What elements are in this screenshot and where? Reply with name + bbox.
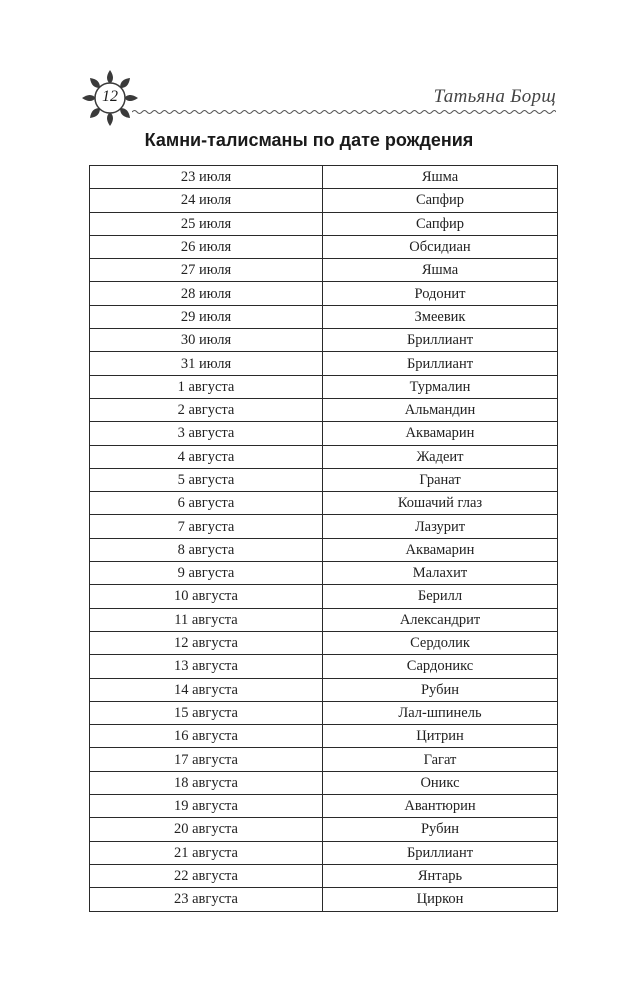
date-cell: 31 июля <box>90 352 323 375</box>
date-cell: 10 августа <box>90 585 323 608</box>
table-row <box>90 422 558 445</box>
table-row <box>90 305 558 328</box>
date-cell: 2 августа <box>90 398 323 421</box>
stone-cell: Бриллиант <box>323 329 558 352</box>
date-cell: 14 августа <box>90 678 323 701</box>
stone-cell: Оникс <box>323 771 558 794</box>
date-cell: 13 августа <box>90 655 323 678</box>
date-cell: 4 августа <box>90 445 323 468</box>
stone-cell: Змеевик <box>323 305 558 328</box>
table-row <box>90 492 558 515</box>
table-row <box>90 445 558 468</box>
date-cell: 21 августа <box>90 841 323 864</box>
table-row <box>90 189 558 212</box>
stone-cell: Бриллиант <box>323 841 558 864</box>
stone-cell: Циркон <box>323 888 558 911</box>
date-cell: 15 августа <box>90 701 323 724</box>
date-cell: 6 августа <box>90 492 323 515</box>
table-row <box>90 631 558 654</box>
date-cell: 30 июля <box>90 329 323 352</box>
date-cell: 27 июля <box>90 259 323 282</box>
table-row <box>90 468 558 491</box>
stone-cell: Яшма <box>323 166 558 189</box>
table-row <box>90 259 558 282</box>
stone-cell: Кошачий глаз <box>323 492 558 515</box>
page-number: 12 <box>102 88 118 105</box>
table-row <box>90 725 558 748</box>
running-head-author: Татьяна Борщ <box>433 86 556 107</box>
stone-cell: Гагат <box>323 748 558 771</box>
date-cell: 26 июля <box>90 235 323 258</box>
date-cell: 9 августа <box>90 562 323 585</box>
date-cell: 23 июля <box>90 166 323 189</box>
table-row <box>90 538 558 561</box>
table-row <box>90 678 558 701</box>
stone-cell: Лал-шпинель <box>323 701 558 724</box>
date-cell: 17 августа <box>90 748 323 771</box>
table-title: Камни-талисманы по дате рождения <box>144 130 474 150</box>
stone-cell: Турмалин <box>323 375 558 398</box>
table-row <box>90 608 558 631</box>
table-row <box>90 562 558 585</box>
date-cell: 19 августа <box>90 795 323 818</box>
date-cell: 1 августа <box>90 375 323 398</box>
stone-cell: Родонит <box>323 282 558 305</box>
table-row <box>90 398 558 421</box>
table-row <box>90 701 558 724</box>
stone-cell: Аквамарин <box>323 538 558 561</box>
table-row <box>90 375 558 398</box>
date-cell: 22 августа <box>90 864 323 887</box>
date-cell: 8 августа <box>90 538 323 561</box>
stone-cell: Рубин <box>323 818 558 841</box>
table-row <box>90 771 558 794</box>
stone-cell: Сердолик <box>323 631 558 654</box>
table-row <box>90 515 558 538</box>
stone-cell: Рубин <box>323 678 558 701</box>
stone-cell: Цитрин <box>323 725 558 748</box>
date-cell: 18 августа <box>90 771 323 794</box>
stone-cell: Янтарь <box>323 864 558 887</box>
stone-cell: Яшма <box>323 259 558 282</box>
date-cell: 16 августа <box>90 725 323 748</box>
table-row <box>90 585 558 608</box>
stone-cell: Авантюрин <box>323 795 558 818</box>
table-row <box>90 655 558 678</box>
date-cell: 12 августа <box>90 631 323 654</box>
date-cell: 29 июля <box>90 305 323 328</box>
birthstone-table <box>89 165 558 912</box>
date-cell: 5 августа <box>90 468 323 491</box>
stone-cell: Бриллиант <box>323 352 558 375</box>
wavy-header-rule <box>132 108 556 116</box>
stone-cell: Аквамарин <box>323 422 558 445</box>
stone-cell: Альмандин <box>323 398 558 421</box>
table-row <box>90 841 558 864</box>
table-row <box>90 818 558 841</box>
table-row <box>90 282 558 305</box>
stone-cell: Лазурит <box>323 515 558 538</box>
table-row <box>90 352 558 375</box>
table-row <box>90 235 558 258</box>
stone-cell: Малахит <box>323 562 558 585</box>
table-row <box>90 795 558 818</box>
stone-cell: Сардоникс <box>323 655 558 678</box>
date-cell: 11 августа <box>90 608 323 631</box>
table-body <box>90 166 558 912</box>
date-cell: 25 июля <box>90 212 323 235</box>
table-row <box>90 864 558 887</box>
stone-cell: Обсидиан <box>323 235 558 258</box>
stone-cell: Сапфир <box>323 212 558 235</box>
stone-cell: Берилл <box>323 585 558 608</box>
table-row <box>90 166 558 189</box>
date-cell: 28 июля <box>90 282 323 305</box>
table-row <box>90 212 558 235</box>
stone-cell: Сапфир <box>323 189 558 212</box>
date-cell: 20 августа <box>90 818 323 841</box>
date-cell: 3 августа <box>90 422 323 445</box>
date-cell: 24 июля <box>90 189 323 212</box>
date-cell: 23 августа <box>90 888 323 911</box>
table-row <box>90 748 558 771</box>
table-row <box>90 888 558 911</box>
stone-cell: Александрит <box>323 608 558 631</box>
table-row <box>90 329 558 352</box>
date-cell: 7 августа <box>90 515 323 538</box>
stone-cell: Гранат <box>323 468 558 491</box>
stone-cell: Жадеит <box>323 445 558 468</box>
